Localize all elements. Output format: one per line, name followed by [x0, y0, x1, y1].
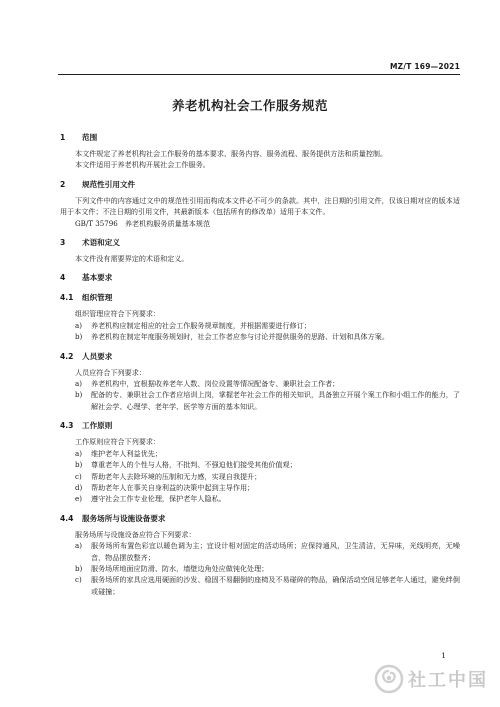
page-number: 1 [441, 651, 446, 660]
section-heading-2: 2 规范性引用文件 [60, 179, 136, 189]
list-intro: 组织管理应符合下列要求： [75, 309, 161, 319]
document-title: 养老机构社会工作服务规范 [171, 98, 328, 113]
section-heading-1: 1 范围 [60, 133, 98, 142]
paragraph: 本文件适用于养老机构开展社会工作服务。 [75, 160, 210, 170]
subsection-heading-4-1: 4.1 组织管理 [60, 293, 113, 303]
list-item: a) 服务场所布置色彩宜以暖色调为主；宜设计相对固定的活动场所；应保持通风，卫生清洁，无异味，光线明亮，无噪音，物品摆放整齐； [75, 541, 460, 562]
list-intro: 工作原则应符合下列要求： [75, 437, 161, 447]
list-intro: 服务场所与设施设备应符合下列要求： [75, 529, 196, 539]
paragraph: 本文件没有需要界定的术语和定义。 [75, 254, 189, 264]
subsection-heading-4-4: 4.4 服务场所与设施设备要求 [60, 513, 166, 523]
list-intro: 人员应符合下列要求： [75, 367, 146, 377]
watermark [374, 664, 488, 694]
subsection-heading-4-2: 4.2 人员要求 [60, 351, 113, 361]
document-body [60, 132, 460, 597]
list-item: b) 服务场所地面应防滑、防水，墙壁边角处应做钝化处理； [75, 563, 269, 573]
list-item: b) 尊重老年人的个性与人格，不批判、不强迫他们接受其他价值观； [75, 460, 297, 470]
watermark-text: 社工中国 [408, 670, 488, 691]
list-item: b) 配备的专、兼职社会工作者应培训上岗，掌握老年社会工作的相关知识，具备独立开展个案工作和小组工作的能力，了解社会学、心理学、老年学、医学等方面的基本知识。 [75, 390, 460, 411]
subsection-heading-4-3: 4.3 工作原则 [60, 421, 113, 431]
list-item: d) 帮助老年人在事关自身利益的决策中起到主导作用； [75, 482, 255, 492]
list-item: e) 遵守社会工作专业伦理，保护老年人隐私。 [75, 494, 226, 504]
section-heading-4: 4 基本要求 [60, 273, 113, 283]
list-item: a) 养老机构中，宜根据收养老年人数、岗位设置等情况配备专、兼职社会工作者； [75, 379, 340, 389]
standard-code: MZ/T 169—2021 [390, 62, 460, 71]
paragraph: 本文件规定了养老机构社会工作服务的基本要求、服务内容、服务流程、服务提供方法和质量控制。 [75, 149, 388, 158]
paragraph: 下列文件中的内容通过文中的规范性引用而构成本文件必不可少的条款。其中，注日期的引用文件，仅该日期对应的版本适用于本文件；不注日期的引用文件，其最新版本（包括所有的修改单）适用于本文件。 [60, 195, 460, 217]
list-item: b) 养老机构在制定年度服务规划时，社会工作者应参与讨论并提供服务的思路、计划和具体方案。 [75, 332, 389, 342]
header-rule [58, 74, 460, 75]
normative-reference: GB/T 35796 养老机构服务质量基本规范 [75, 218, 211, 228]
list-item: a) 养老机构应制定相应的社会工作服务规章制度，并根据需要进行修订； [75, 320, 311, 330]
list-item: c) 帮助老年人去除环境的压制和无力感，实现自我提升； [75, 471, 262, 481]
watermark-logo-icon [374, 664, 404, 694]
list-item: c) 服务场所的家具应选用硬面的沙发、稳固不易翻倒的座椅及不易碰碎的物品，确保活动空间足够老年人通过，避免绊倒或碰撞； [75, 575, 460, 596]
list-item: a) 维护老年人利益优先； [75, 448, 162, 458]
section-heading-3: 3 术语和定义 [60, 238, 120, 248]
